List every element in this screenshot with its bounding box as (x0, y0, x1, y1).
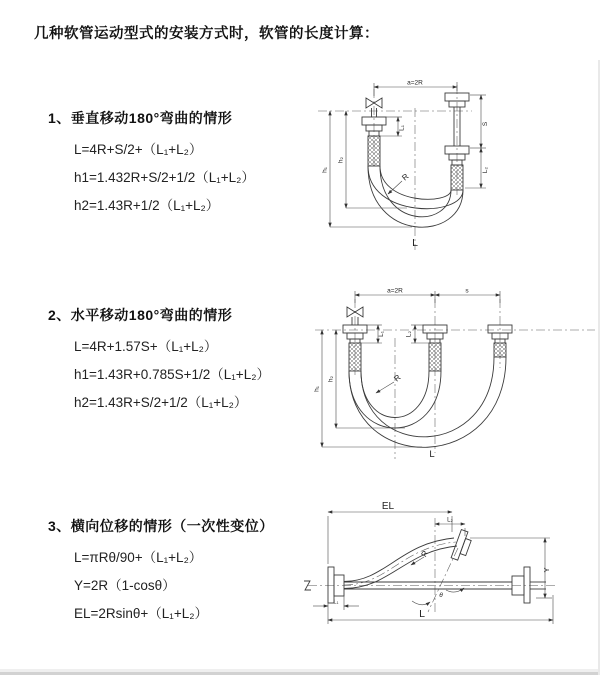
section-2 (48, 305, 328, 417)
dim-label-l2: L₂ (482, 166, 489, 174)
centerlines (318, 85, 472, 250)
dim-label-l1: L₁ (333, 599, 339, 606)
radius-label: R (419, 548, 431, 559)
page-title: 几种软管运动型式的安装方式时，软管的长度计算： (34, 26, 379, 42)
dim-label-s: s (465, 287, 469, 295)
dimension-labels (322, 80, 490, 250)
dimension-labels (334, 501, 551, 620)
radius-label: R (392, 372, 403, 384)
section-2-formula-h1: h1=1.43R+0.785S+1/2（L₁+L₂） (74, 367, 270, 382)
displaced-hose (344, 530, 474, 589)
length-label: L (419, 608, 425, 620)
section-1-heading: 1、垂直移动180°弯曲的情形 (48, 110, 233, 126)
dim-label-h1: h₁ (313, 386, 321, 392)
section-2-formula-L: L=4R+1.57S+（L₁+L₂） (74, 339, 218, 354)
straight-pipe-original-position (344, 567, 546, 603)
dim-label-h2: h₂ (327, 375, 335, 383)
pipe-flanges (343, 325, 512, 371)
centerlines (308, 518, 556, 614)
length-label: L (412, 237, 418, 249)
dim-label-l2: L₂ (447, 517, 453, 524)
section-3-formula-EL: EL=2Rsinθ+（L₁+L₂） (74, 606, 208, 621)
dim-label-el: EL (381, 501, 395, 512)
dimension-lines (330, 79, 486, 227)
centerlines (315, 299, 595, 459)
left-flange (328, 567, 344, 603)
section-2-formula-h2: h2=1.43R+S/2+1/2（L₁+L₂） (74, 395, 248, 410)
dimension-labels (314, 288, 470, 461)
dim-label-h2: h₂ (337, 156, 345, 164)
section-1-formula-L: L=4R+S/2+（L₁+L₂） (74, 142, 203, 157)
section-1-formula-h1: h1=1.432R+S/2+1/2（L₁+L₂） (74, 170, 255, 185)
dim-label-s: S (482, 121, 489, 127)
dim-label-l1: L₁ (378, 331, 385, 337)
dim-label-l2: L₂ (405, 330, 413, 338)
diagram-lateral-displacement (300, 498, 600, 658)
angle-label: θ (439, 592, 443, 599)
dim-label-a2r: a=2R (407, 79, 423, 87)
diagram-vertical-180-bend (312, 68, 542, 258)
section-2-heading: 2、水平移动180°弯曲的情形 (48, 307, 233, 323)
section-3 (48, 516, 328, 628)
section-1-formula-h2: h2=1.43R+1/2（L₁+L₂） (74, 198, 220, 213)
dimension-lines (313, 512, 553, 624)
section-1 (48, 108, 328, 220)
section-3-formula-L: L=πRθ/90+（L₁+L₂） (74, 550, 203, 565)
dim-label-y: Y (542, 567, 551, 573)
diagram-horizontal-180-bend (310, 283, 600, 468)
hose-loops (349, 357, 506, 447)
length-label: L (429, 449, 435, 460)
dim-label-l1: L₁ (398, 125, 406, 131)
hose-loops (368, 166, 463, 227)
section-3-heading: 3、横向位移的情形（一次性变位） (48, 518, 274, 534)
dim-label-a2r: a=2R (387, 287, 403, 295)
dim-label-h1: h₁ (321, 167, 329, 173)
radius-label: R (400, 171, 411, 183)
section-3-formula-Y: Y=2R（1-cosθ） (74, 578, 176, 593)
